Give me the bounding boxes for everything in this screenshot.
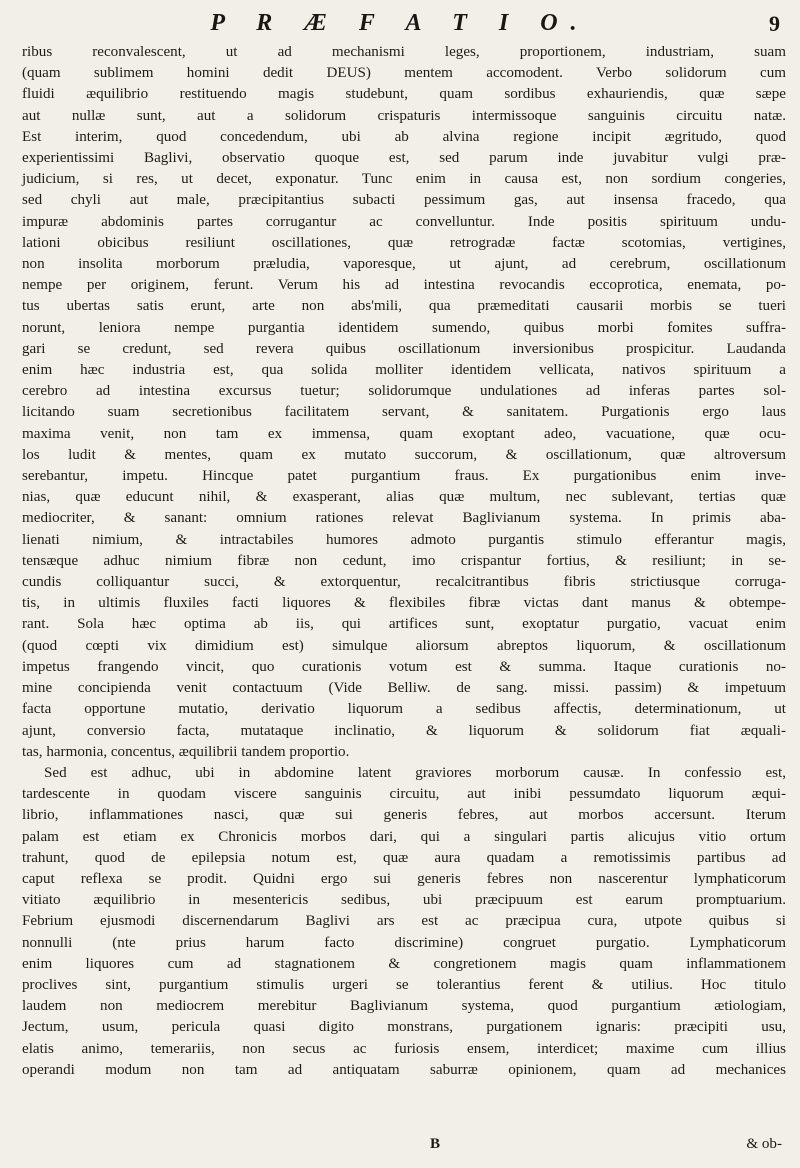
text-line: tis, in ultimis fluxiles facti liquores & flexibiles fibræ victas dant manus & obtempe- bbox=[22, 595, 786, 612]
catchword: & ob- bbox=[746, 1136, 782, 1152]
page-footer bbox=[22, 1136, 786, 1160]
text-line: laudem non mediocrem merebitur Baglivianum systema, quod purgantium ætiologiam, bbox=[22, 998, 786, 1015]
text-line: ribus reconvalescent, ut ad mechanismi leges, proportionem, industriam, suam bbox=[22, 44, 786, 60]
text-line: Febrium ejusmodi discernendarum Baglivi ars est ac præcipua cura, utpote quibus si bbox=[22, 913, 786, 930]
text-line: nonnulli (nte prius harum facto discrimine) congruet purgatio. Lymphaticorum bbox=[22, 934, 786, 951]
text-line: gari se credunt, sed revera quibus oscillationum inversionibus prospicitur. Laudanda bbox=[22, 340, 786, 357]
page-number: 9 bbox=[769, 11, 780, 36]
text-line: cundis colliquantur succi, & extorquentur, recalcitrantibus fibris strictiusque corruga- bbox=[22, 574, 786, 591]
text-line: palam est etiam ex Chronicis morbos dari, qui a singulari partis alicujus vitio ortum bbox=[22, 828, 786, 845]
text-line: maxima venit, non tam ex immensa, quam exoptant adeo, vacuatione, quæ ocu- bbox=[22, 425, 786, 442]
text-line: los ludit & mentes, quam ex mutato succorum, & oscillationum, quæ altroversum bbox=[22, 446, 786, 463]
text-line: impetus frangendo vincit, quo curationis votum est & summa. Itaque curationis no- bbox=[22, 658, 786, 675]
text-line: nempe per originem, ferunt. Verum his ad intestina revocandis eccoprotica, enemata, po- bbox=[22, 277, 786, 294]
text-line: Jectum, usum, pericula quasi digito monstrans, purgationem ignaris: præcipiti usu, bbox=[22, 1019, 786, 1036]
text-line: non insolita morborum præludia, vaporesque, ut ajunt, ad cerebrum, oscillationum bbox=[22, 256, 786, 273]
text-line: operandi modum non tam ad antiquatam saburræ opinionem, quam ad mechanices bbox=[22, 1061, 786, 1078]
text-line: tus ubertas satis erunt, arte non abs'mili, qua præmeditati causarii morbis se tueri bbox=[22, 298, 786, 315]
text-line: tensæque adhuc nimium fibræ non cedunt, imo crispantur fortius, & resiliunt; in se- bbox=[22, 552, 786, 569]
text-line: mediocriter, & sanant: omnium rationes relevat Baglivianum systema. In primis aba- bbox=[22, 510, 786, 527]
text-line: trahunt, quod de epilepsia notum est, quæ aura quadam a remotissimis partibus ad bbox=[22, 849, 786, 866]
text-line: proclives sint, purgantium stimulis urgeri se tolerantius ferent & utilius. Hoc titulo bbox=[22, 976, 786, 993]
text-line: nias, quæ educunt nihil, & exasperant, alias quæ multum, nec sublevant, tertias quæ bbox=[22, 489, 786, 506]
text-line: norunt, leniora nempe purgantia identidem sumendo, quibus morbi fomites suffra- bbox=[22, 319, 786, 336]
text-line: elatis animo, temerariis, non secus ac furiosis ensem, interdicet; maxime cum illius bbox=[22, 1040, 786, 1057]
text-line: tardescente in quodam viscere sanguinis circuitu, aut inibi pessumdato liquorum æqui- bbox=[22, 786, 786, 803]
signature-mark: B bbox=[430, 1136, 441, 1152]
text-line: (quod cœpti vix dimidium est) simulque aliorsum abreptos liquorum, & oscillationum bbox=[22, 637, 786, 654]
text-line: facta opportune mutatio, derivatio liquorum a sedibus affectis, determinationum, ut bbox=[22, 701, 786, 718]
text-line: impuræ abdominis partes corrugantur ac convelluntur. Inde positis spirituum undu- bbox=[22, 213, 786, 230]
running-head bbox=[0, 10, 800, 40]
text-line: ajunt, conversio facta, mutataque inclinatio, & liquorum & solidorum fiat æquali- bbox=[22, 722, 786, 739]
text-line: judicium, si res, ut decet, exponatur. Tunc enim in causa est, non sordium congeries, bbox=[22, 171, 786, 188]
text-line: librio, inflammationes nasci, quæ sui generis febres, aut morbos accersunt. Iterum bbox=[22, 807, 786, 824]
text-line: Est interim, quod concedendum, ubi ab alvina regione incipit ægritudo, quod bbox=[22, 128, 786, 145]
text-line: licitando suam secretionibus facilitatem servant, & sanitatem. Purgationis ergo laus bbox=[22, 404, 786, 421]
text-line: fluidi æquilibrio restituendo magis studebunt, quam sordibus exhauriendis, quæ sæpe bbox=[22, 86, 786, 103]
text-line: enim hæc industria est, qua solida molliter identidem vellicata, nativos spirituum a bbox=[22, 362, 786, 379]
text-line: (quam sublimem homini dedit DEUS) mentem accomodent. Verbo solidorum cum bbox=[22, 65, 786, 82]
text-line: vitiato æquilibrio in mesentericis sedibus, ubi præcipuum est earum promptuarium. bbox=[22, 892, 786, 909]
text-line: Sed est adhuc, ubi in abdomine latent graviores morborum causæ. In confessio est, bbox=[44, 764, 786, 781]
text-line: lienati nimium, & intractabiles humores admoto purgantis stimulo efferantur magis, bbox=[22, 531, 786, 548]
text-line: experientissimi Baglivi, observatio quoque est, sed parum inde juvabitur vulgi præ- bbox=[22, 150, 786, 167]
text-line: caput reflexa se prodit. Quidni ergo sui generis febres non nascerentur lymphaticorum bbox=[22, 870, 786, 887]
text-line: sed chyli aut male, præcipitantius subacti pessimum gas, aut insensa fracedo, qua bbox=[22, 192, 786, 209]
text-line: mine concipienda venit contactuum (Vide Belliw. de sang. missi. passim) & impetuum bbox=[22, 680, 786, 697]
text-line: aut nullæ sunt, aut a solidorum crispaturis intermissoque sanguinis circuitu natæ. bbox=[22, 107, 786, 124]
text-line: rant. Sola hæc optima ab iis, qui artifices sunt, exoptatur purgatio, vacuat enim bbox=[22, 616, 786, 633]
page-title: P R Æ F A T I O. bbox=[210, 10, 590, 36]
text-line: tas, harmonia, concentus, æquilibrii tandem proportio. bbox=[22, 743, 350, 760]
text-line: lationi obicibus resiliunt oscillationes, quæ retrogradæ factæ scotomias, vertigines, bbox=[22, 234, 786, 251]
text-line: serebantur, impetu. Hincque patet purgantium fraus. Ex purgationibus enim inve- bbox=[22, 468, 786, 485]
text-line: enim liquores cum ad stagnationem & congretionem magis quam inflammationem bbox=[22, 955, 786, 972]
body-text bbox=[22, 42, 786, 1081]
text-line: cerebro ad intestina excursus tuetur; solidorumque undulationes ad inferas partes sol- bbox=[22, 383, 786, 400]
